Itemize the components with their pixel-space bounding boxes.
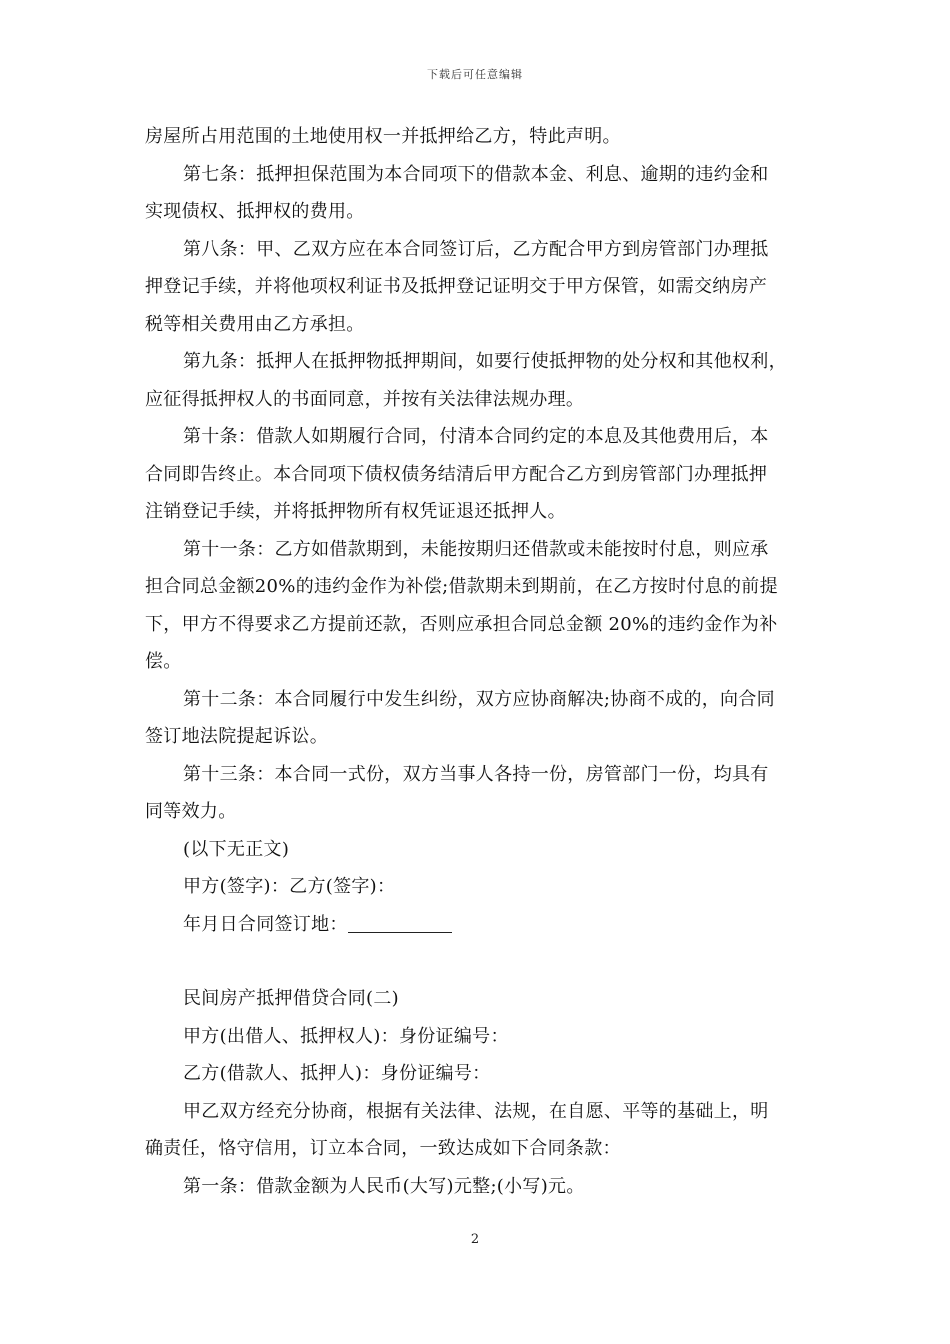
no-further-text-line: (以下无正文) — [183, 838, 290, 860]
date-place-line — [145, 906, 825, 944]
paragraph-line: 偿。 — [145, 651, 182, 672]
paragraph-line: 合同即告终止。本合同项下债权债务结清后甲方配合乙方到房管部门办理抵押 — [145, 463, 768, 485]
paragraph-line: 实现债权、抵押权的费用。 — [145, 201, 365, 222]
paragraph-line: 担合同总金额20%的违约金作为补偿;借款期未到期前，在乙方按时付息的前提 — [145, 576, 778, 597]
date-place-label: 年月日合同签订地： — [183, 913, 348, 935]
party-b-line: 乙方(借款人、抵押人)：身份证编号： — [183, 1063, 491, 1084]
preamble-line: 甲乙双方经充分协商，根据有关法律、法规，在自愿、平等的基础上，明 — [183, 1100, 769, 1122]
paragraph-line: 应征得抵押权人的书面同意，并按有关法律法规办理。 — [145, 388, 585, 410]
party-a-line: 甲方(出借人、抵押权人)：身份证编号： — [183, 1025, 509, 1047]
article-8-line: 第八条：甲、乙双方应在本合同签订后，乙方配合甲方到房管部门办理抵 — [183, 238, 769, 260]
paragraph-line: 税等相关费用由乙方承担。 — [145, 313, 365, 335]
contract-title-two: 民间房产抵押借贷合同(二) — [183, 988, 399, 1009]
section-gap — [145, 943, 825, 980]
article-9-line: 第九条：抵押人在抵押物抵押期间，如要行使抵押物的处分权和其他权利， — [183, 351, 787, 372]
document-body — [145, 118, 825, 1205]
paragraph-line: 下，甲方不得要求乙方提前还款，否则应承担合同总金额 20%的违约金作为补 — [145, 613, 778, 635]
signing-place-blank — [348, 914, 452, 933]
article-13-line: 第十三条：本合同一式份，双方当事人各持一份，房管部门一份，均具有 — [183, 763, 769, 785]
article-12-line: 第十二条：本合同履行中发生纠纷，双方应协商解决;协商不成的，向合同 — [183, 688, 775, 710]
paragraph-line: 房屋所占用范围的土地使用权一并抵押给乙方，特此声明。 — [145, 126, 621, 147]
article-7-line: 第七条：抵押担保范围为本合同项下的借款本金、利息、逾期的违约金和 — [183, 163, 769, 185]
signature-line: 甲方(签字)：乙方(签字)： — [183, 876, 396, 897]
paragraph-line: 同等效力。 — [145, 801, 237, 822]
paragraph-line: 签订地法院提起诉讼。 — [145, 726, 328, 747]
paragraph-line: 注销登记手续，并将抵押物所有权凭证退还抵押人。 — [145, 501, 566, 522]
page-header: 下载后可任意编辑 — [427, 68, 523, 81]
page-number: 2 — [470, 1232, 480, 1247]
article-1-line: 第一条：借款金额为人民币(大写)元整;(小写)元。 — [183, 1175, 585, 1197]
article-10-line: 第十条：借款人如期履行合同，付清本合同约定的本息及其他费用后，本 — [183, 426, 769, 447]
article-11-line: 第十一条：乙方如借款期到，未能按期归还借款或未能按时付息，则应承 — [183, 538, 769, 560]
paragraph-line: 押登记手续，并将他项权利证书及抵押登记证明交于甲方保管，如需交纳房产 — [145, 276, 768, 297]
paragraph-line: 确责任，恪守信用，订立本合同，一致达成如下合同条款： — [145, 1138, 621, 1159]
